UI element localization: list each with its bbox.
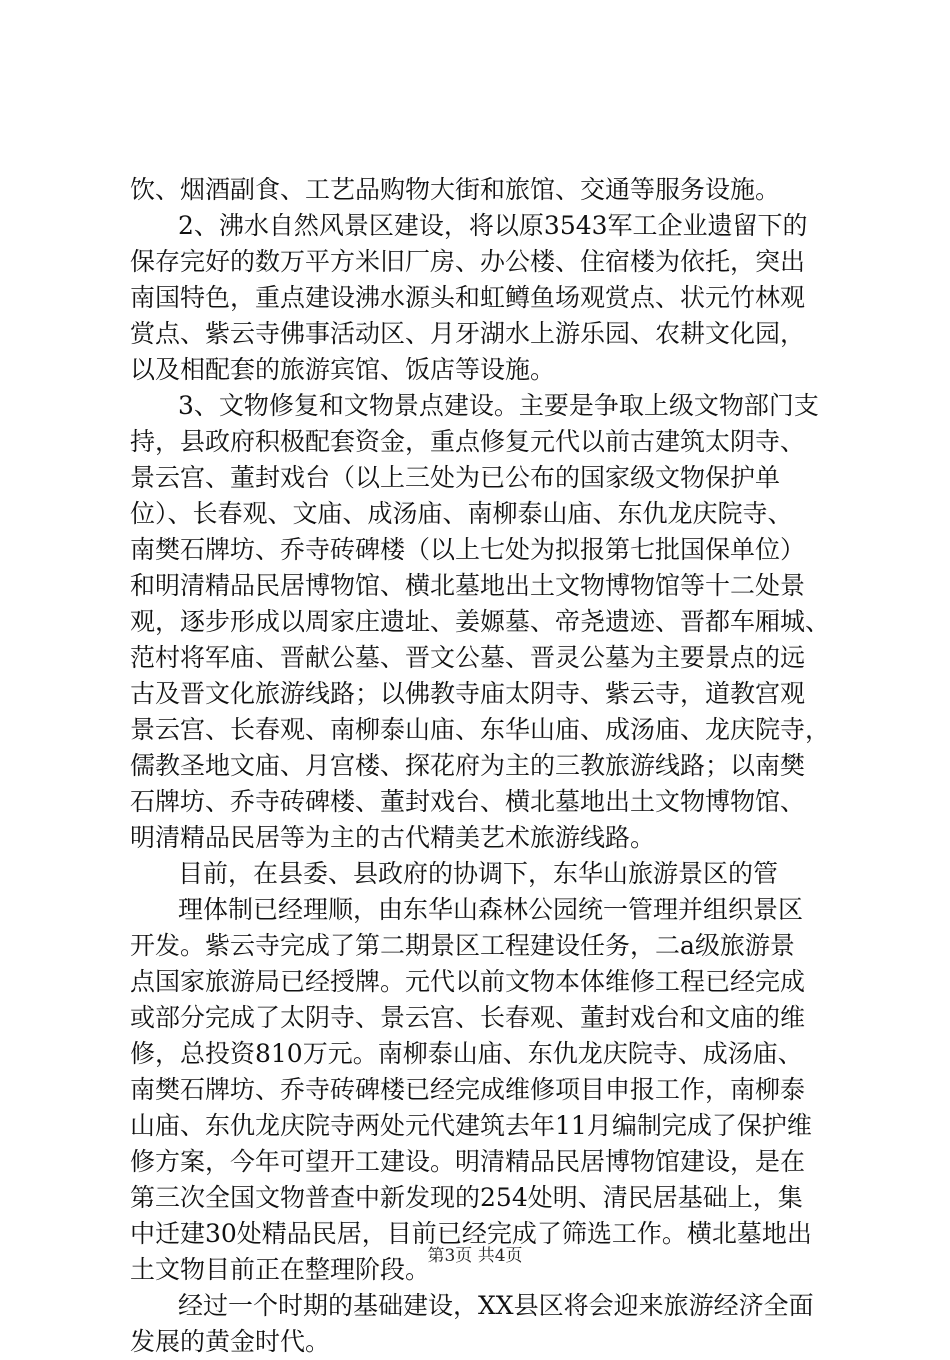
text-line: 位）、长春观、文庙、成汤庙、南柳泰山庙、东仇龙庆院寺、 [130,499,793,528]
text-line: 开发。紫云寺完成了第二期景区工程建设任务，二a级旅游景 [130,931,795,960]
text-line: 景云宫、董封戏台（以上三处为已公布的国家级文物保护单 [130,463,781,492]
text-line: 经过一个时期的基础建设，XX县区将会迎来旅游经济全面 [178,1291,814,1320]
page-footer: 第3页 共4页 [427,1246,523,1266]
text-line: 饮、烟酒副食、工艺品购物大街和旅馆、交通等服务设施。 [130,175,781,204]
text-line: 石牌坊、乔寺砖碑楼、董封戏台、横北墓地出土文物博物馆、 [130,787,806,816]
text-line: 观，逐步形成以周家庄遗址、姜嫄墓、帝尧遗迹、晋都车厢城、 [130,607,831,636]
text-line: 赏点、紫云寺佛事活动区、月牙湖水上游乐园、农耕文化园， [130,319,806,348]
text-line: 明清精品民居等为主的古代精美艺术旅游线路。 [130,823,656,852]
text-line: 以及相配套的旅游宾馆、饭店等设施。 [130,355,556,384]
text-line: 中迁建30处精品民居，目前已经完成了筛选工作。横北墓地出 [130,1219,812,1248]
text-line: 范村将军庙、晋献公墓、晋文公墓、晋灵公墓为主要景点的远 [130,643,806,672]
text-line: 持，县政府积极配套资金，重点修复元代以前古建筑太阴寺、 [130,427,806,456]
text-line: 南国特色，重点建设沸水源头和虹鳟鱼场观赏点、状元竹林观 [130,283,806,312]
text-line: 理体制已经理顺，由东华山森林公园统一管理并组织景区 [178,895,804,924]
text-line: 古及晋文化旅游线路；以佛教寺庙太阴寺、紫云寺，道教宫观 [130,679,806,708]
text-line: 目前，在县委、县政府的协调下，东华山旅游景区的管 [178,859,779,888]
text-line: 土文物目前正在整理阶段。 [130,1255,431,1284]
text-line: 或部分完成了太阴寺、景云宫、长春观、董封戏台和文庙的维 [130,1003,806,1032]
text-line: 南樊石牌坊、乔寺砖碑楼已经完成维修项目申报工作，南柳泰 [130,1075,806,1104]
text-line: 保存完好的数万平方米旧厂房、办公楼、住宿楼为依托，突出 [130,247,806,276]
text-line: 景云宫、长春观、南柳泰山庙、东华山庙、成汤庙、龙庆院寺， [130,715,831,744]
text-line: 发展的黄金时代。 [130,1327,331,1356]
text-line: 第三次全国文物普查中新发现的254处明、清民居基础上，集 [130,1183,803,1212]
document-body [130,172,836,1360]
text-line: 山庙、东仇龙庆院寺两处元代建筑去年11月编制完成了保护维 [130,1111,812,1140]
text-line: 修，总投资810万元。南柳泰山庙、东仇龙庆院寺、成汤庙、 [130,1039,803,1068]
text-line: 修方案，今年可望开工建设。明清精品民居博物馆建设，是在 [130,1147,806,1176]
text-line: 点国家旅游局已经授牌。元代以前文物本体维修工程已经完成 [130,967,806,996]
text-line: 2、沸水自然风景区建设，将以原3543军工企业遗留下的 [178,211,808,240]
text-line: 3、文物修复和文物景点建设。主要是争取上级文物部门支 [178,391,819,420]
text-line: 和明清精品民居博物馆、横北墓地出土文物博物馆等十二处景 [130,571,806,600]
text-line: 儒教圣地文庙、月宫楼、探花府为主的三教旅游线路；以南樊 [130,751,806,780]
text-line: 南樊石牌坊、乔寺砖碑楼（以上七处为拟报第七批国保单位） [130,535,806,564]
